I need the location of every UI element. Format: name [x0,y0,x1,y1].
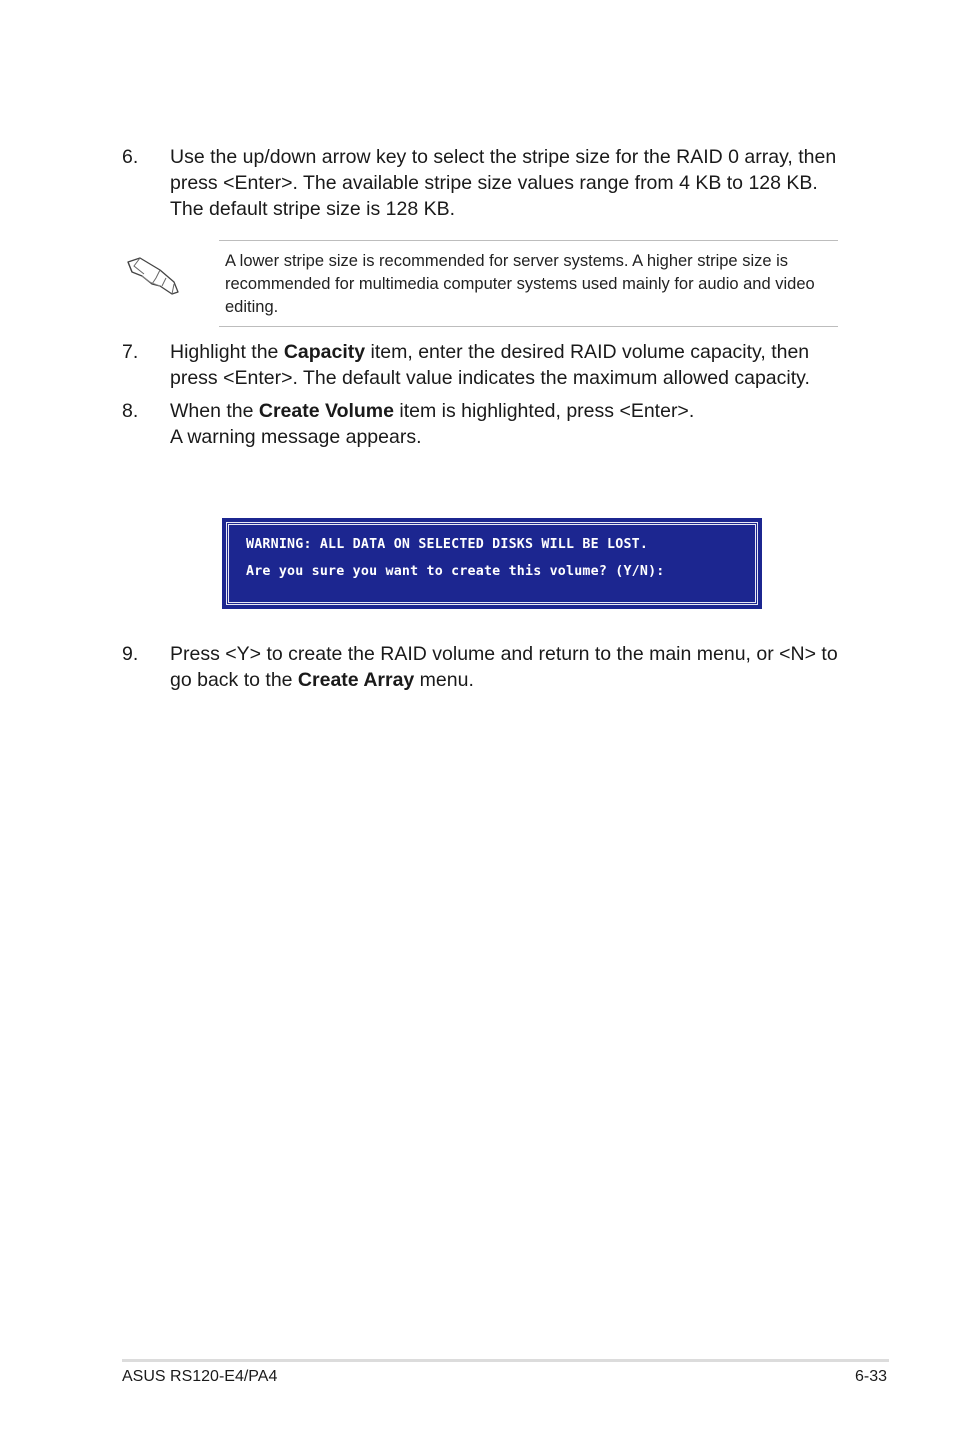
step-text: Use the up/down arrow key to select the stripe size for the RAID 0 array, then press <Enter>. The available stripe size values range from 4 KB to 128 KB. The default stripe size is 128 KB. [170,146,837,220]
step-number: 7. [122,341,139,363]
note-bottom-rule [219,326,838,327]
warning-line: WARNING: ALL DATA ON SELECTED DISKS WILL BE LOST. [246,537,649,552]
step-text: Press <Y> to create the RAID volume and return to the main menu, or <N> to go back to the Create Array menu. [170,643,838,691]
bios-warning-screen [222,518,762,609]
confirm-prompt-line: Are you sure you want to create this volume? (Y/N): [246,564,665,579]
ui-term-create-array: Create Array [297,669,415,691]
pencil-hand-icon [122,248,182,302]
ui-term-create-volume: Create Volume [258,400,394,422]
step-7 [122,339,842,391]
note-top-rule [219,240,838,241]
step-8 [122,398,842,450]
step-number: 6. [122,146,139,168]
step-text: When the Create Volume item is highlighted, press <Enter>. A warning message appears. [170,400,695,448]
step-6 [122,144,842,222]
step-9 [122,641,842,693]
ui-term-capacity: Capacity [283,341,366,363]
step-text: Highlight the Capacity item, enter the desired RAID volume capacity, then press <Enter>. The default value indicates the maximum allowed capacity. [170,341,810,389]
step-number: 8. [122,400,139,422]
page-number: 6-33 [854,1368,887,1385]
note-text: A lower stripe size is recommended for server systems. A higher stripe size is recommended for multimedia computer systems used mainly for audio and video editing. [225,252,815,316]
step-number: 9. [122,643,139,665]
footer-model: ASUS RS120-E4/PA4 [122,1368,278,1385]
footer-rule [122,1359,889,1362]
